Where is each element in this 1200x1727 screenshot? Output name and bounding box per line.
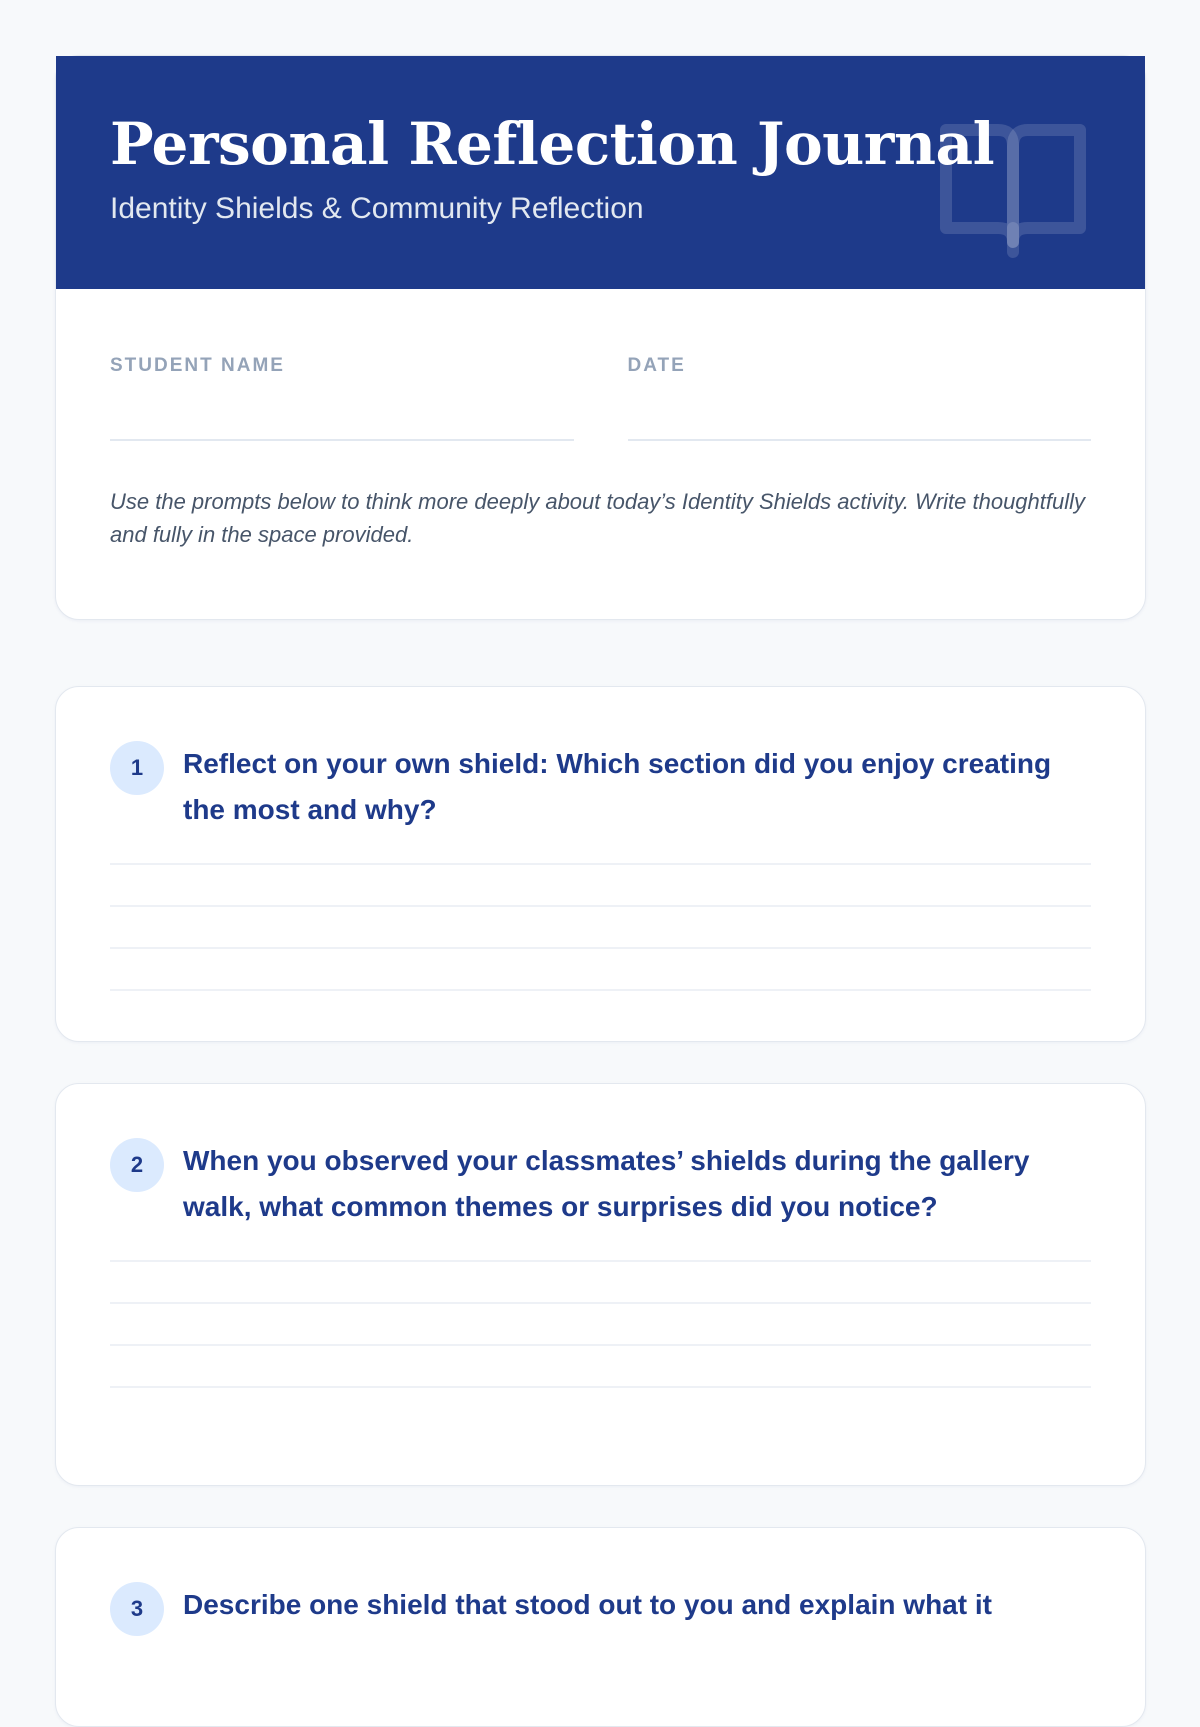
answer-line[interactable] <box>110 1386 1091 1428</box>
question-header <box>110 1582 1091 1636</box>
question-card-3 <box>55 1527 1146 1727</box>
question-header <box>110 741 1091 833</box>
date-field[interactable] <box>628 355 1092 441</box>
header-card <box>55 55 1146 620</box>
question-number-badge: 3 <box>110 1582 164 1636</box>
page-subtitle: Identity Shields & Community Reflection <box>110 192 644 225</box>
answer-line[interactable] <box>110 1302 1091 1344</box>
question-text: When you observed your classmates’ shields during the gallery walk, what common themes or surprises did you notice? <box>183 1145 1030 1222</box>
question-number-badge: 2 <box>110 1138 164 1192</box>
student-info-fields <box>110 355 1091 441</box>
header-body <box>56 289 1145 619</box>
page-title: Personal Reflection Journal <box>110 110 995 178</box>
question-text: Describe one shield that stood out to you and explain what it <box>183 1589 992 1620</box>
question-header <box>110 1138 1091 1230</box>
instructions-text: Use the prompts below to think more deeply about today’s Identity Shields activity. Write thoughtfully and fully in the space provided. <box>110 489 1086 547</box>
question-number-badge: 1 <box>110 741 164 795</box>
answer-lines[interactable] <box>110 1260 1091 1428</box>
question-card-2 <box>55 1083 1146 1486</box>
student-name-line[interactable] <box>110 439 574 441</box>
date-line[interactable] <box>628 439 1092 441</box>
answer-lines[interactable] <box>110 863 1091 1031</box>
open-book-icon <box>938 122 1088 262</box>
student-name-field[interactable] <box>110 355 574 441</box>
student-name-label: STUDENT NAME <box>110 355 285 376</box>
answer-line[interactable] <box>110 1344 1091 1386</box>
answer-line[interactable] <box>110 989 1091 1031</box>
question-card-1 <box>55 686 1146 1042</box>
question-text: Reflect on your own shield: Which section did you enjoy creating the most and why? <box>183 748 1052 825</box>
answer-line[interactable] <box>110 905 1091 947</box>
answer-line[interactable] <box>110 947 1091 989</box>
answer-line[interactable] <box>110 1260 1091 1302</box>
header-banner <box>56 56 1145 289</box>
journal-page <box>55 55 1146 1621</box>
answer-line[interactable] <box>110 863 1091 905</box>
date-label: DATE <box>627 355 686 376</box>
